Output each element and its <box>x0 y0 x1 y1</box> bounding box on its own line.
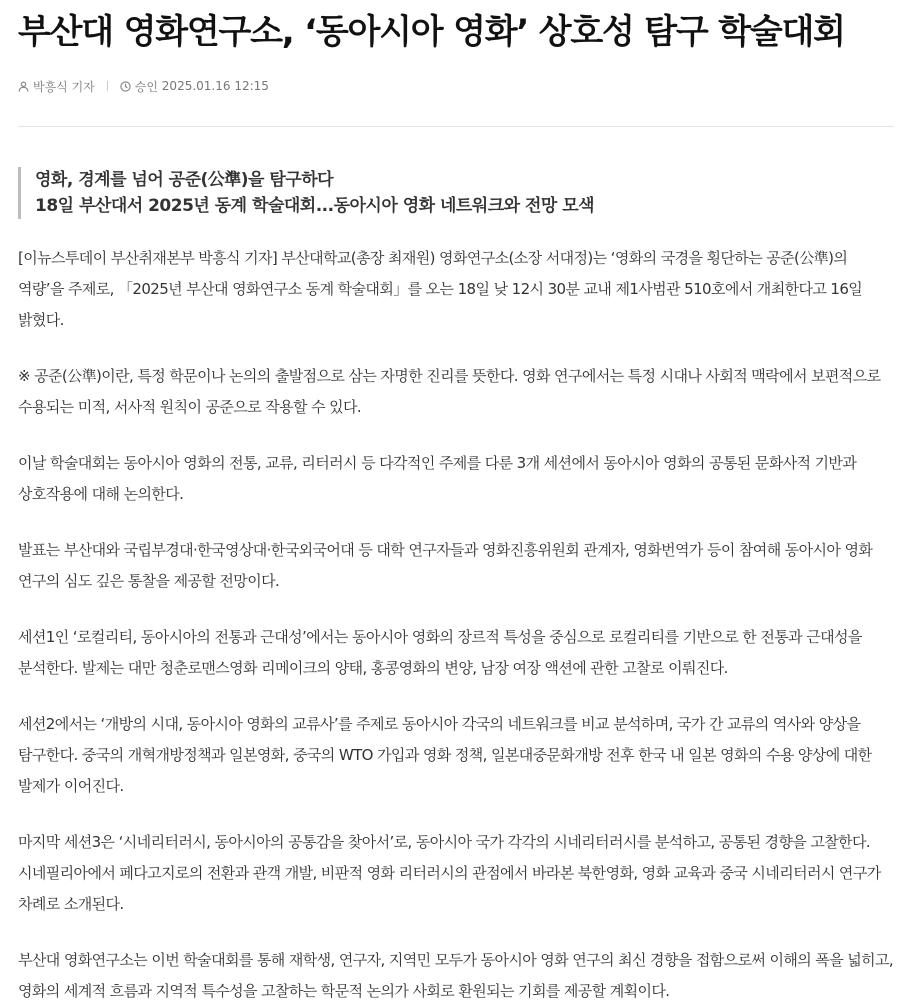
author-name: 박흥식 기자 <box>33 79 95 94</box>
body-paragraph: 마지막 세션3은 ‘시네리터러시, 동아시아의 공통감을 찾아서’로, 동아시아 국가 각각의 시네리터러시를 분석하고, 공통된 경향을 고찰한다. 시네필리아에서 페다고지로의 전환과 관객 개발, 비판적 영화 리터러시의 관점에서 바라본 북한영화, 영화 교육과 중국 시네리터러시 연구가 차례로 소개된다. <box>18 833 881 913</box>
body-paragraph: 부산대 영화연구소는 이번 학술대회를 통해 재학생, 연구자, 지역민 모두가 동아시아 영화 연구의 최신 경향을 접함으로써 이해의 폭을 넓히고, 영화의 세계적 흐름과 지역적 특수성을 고찰하는 학문적 논의가 사회로 환원되는 기회를 제공할 계획이다. <box>18 951 894 1000</box>
body-paragraph: 발표는 부산대와 국립부경대·한국영상대·한국외국어대 등 대학 연구자들과 영화진흥위원회 관계자, 영화번역가 등이 참여해 동아시아 영화 연구의 심도 깊은 통찰을 제공할 전망이다. <box>18 541 873 590</box>
publish-info <box>120 78 269 95</box>
article-meta <box>18 76 894 96</box>
header-divider <box>18 126 894 127</box>
author-info[interactable] <box>18 78 95 95</box>
person-icon <box>18 81 29 92</box>
body-paragraph: 세션2에서는 ‘개방의 시대, 동아시아 영화의 교류사’를 주제로 동아시아 각국의 네트워크를 비교 분석하며, 국가 간 교류의 역사와 양상을 탐구한다. 중국의 개혁개방정책과 일본영화, 중국의 WTO 가입과 영화 정책, 일본대중문화개방 전후 한국 내 일본 영화의 수용 양상에 대한 발제가 이어진다. <box>18 715 872 795</box>
article-body <box>18 243 894 1007</box>
approved-time: 2025.01.16 12:15 <box>161 79 269 93</box>
approved-label: 승인 <box>134 79 158 94</box>
article-title: 부산대 영화연구소, ‘동아시아 영화’ 상호성 탐구 학술대회 <box>18 12 845 52</box>
clock-icon <box>120 81 131 92</box>
subtitle-line: 영화, 경계를 넘어 공준(公準)을 탐구하다 <box>35 170 334 190</box>
meta-divider <box>107 81 108 91</box>
body-paragraph: ※ 공준(公準)이란, 특정 학문이나 논의의 출발점으로 삼는 자명한 진리를 뜻한다. 영화 연구에서는 특정 시대나 사회적 맥락에서 보편적으로 수용되는 미적, 서사적 원칙이 공준으로 작용할 수 있다. <box>18 367 881 416</box>
body-paragraph: 이날 학술대회는 동아시아 영화의 전통, 교류, 리터러시 등 다각적인 주제를 다룬 3개 세션에서 동아시아 영화의 공통된 문화사적 기반과 상호작용에 대해 논의한다. <box>18 454 857 503</box>
article-subtitle <box>18 167 894 219</box>
body-paragraph: [이뉴스투데이 부산취재본부 박흥식 기자] 부산대학교(총장 최재원) 영화연구소(소장 서대정)는 ‘영화의 국경을 횡단하는 공준(公準)의 역량’을 주제로, 「2025년 부산대 영화연구소 동계 학술대회」를 오는 18일 낮 12시 30분 교내 제1사범관 510호에서 개최한다고 16일 밝혔다. <box>18 249 863 329</box>
body-paragraph: 세션1인 ‘로컬리티, 동아시아의 전통과 근대성’에서는 동아시아 영화의 장르적 특성을 중심으로 로컬리티를 기반으로 한 전통과 근대성을 분석한다. 발제는 대만 청춘로맨스영화 리메이크의 양태, 홍콩영화의 변양, 남장 여장 액션에 관한 고찰로 이뤄진다. <box>18 628 862 677</box>
subtitle-line: 18일 부산대서 2025년 동계 학술대회...동아시아 영화 네트워크와 전망 모색 <box>35 196 595 216</box>
